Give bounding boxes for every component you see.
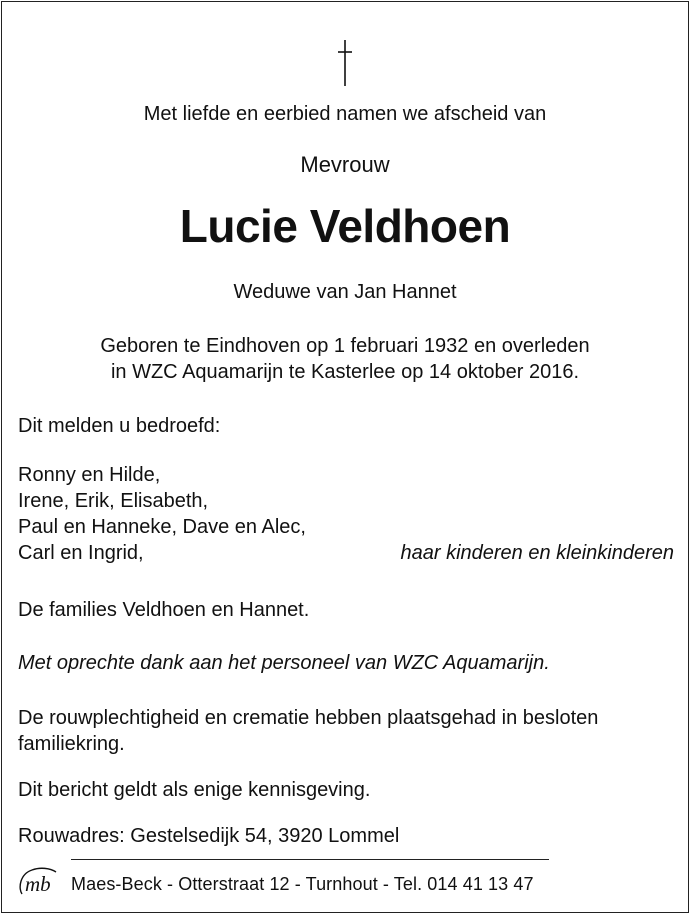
announce-text: Dit melden u bedroefd: bbox=[18, 415, 221, 437]
widow-text: Weduwe van Jan Hannet bbox=[233, 281, 457, 303]
birth-death-text bbox=[2, 333, 688, 385]
families-text: De families Veldhoen en Hannet. bbox=[18, 599, 310, 621]
ceremony-line-1: De rouwplechtigheid en crematie hebben plaatsgehad in besloten bbox=[18, 707, 599, 729]
children-name: Ronny en Hilde, bbox=[18, 464, 161, 486]
deceased-name: Lucie Veldhoen bbox=[179, 200, 511, 252]
children-row bbox=[18, 540, 672, 566]
funeral-home-info: Maes-Beck - Otterstraat 12 - Turnhout - Tel. 014 41 13 47 bbox=[71, 873, 534, 894]
children-name: Irene, Erik, Elisabeth, bbox=[18, 490, 209, 512]
thanks-text: Met oprechte dank aan het personeel van WZC Aquamarijn. bbox=[18, 652, 550, 674]
address-text: Rouwadres: Gestelsedijk 54, 3920 Lommel bbox=[18, 825, 400, 847]
children-role: haar kinderen en kleinkinderen bbox=[400, 542, 674, 564]
funeral-home-footer bbox=[16, 862, 534, 902]
mb-logo-icon bbox=[16, 864, 66, 900]
children-list bbox=[18, 462, 672, 566]
children-name: Carl en Ingrid, bbox=[18, 542, 144, 564]
children-row bbox=[18, 488, 672, 514]
birth-death-line-1: Geboren te Eindhoven op 1 februari 1932 en overleden bbox=[100, 335, 590, 357]
children-name: Paul en Hanneke, Dave en Alec, bbox=[18, 516, 306, 538]
children-row bbox=[18, 514, 672, 540]
children-row bbox=[18, 462, 672, 488]
footer-divider bbox=[71, 859, 549, 860]
title-text: Mevrouw bbox=[300, 152, 390, 177]
birth-death-line-2: in WZC Aquamarijn te Kasterlee op 14 oktober 2016. bbox=[110, 361, 580, 383]
intro-text: Met liefde en eerbied namen we afscheid van bbox=[143, 103, 547, 125]
ceremony-text bbox=[18, 705, 672, 757]
sole-notice-text: Dit bericht geldt als enige kennisgeving. bbox=[18, 779, 371, 801]
cross-icon bbox=[2, 40, 688, 86]
death-notice bbox=[1, 1, 689, 913]
ceremony-line-2: familiekring. bbox=[18, 733, 125, 755]
mb-logo-text: mb bbox=[25, 872, 51, 896]
